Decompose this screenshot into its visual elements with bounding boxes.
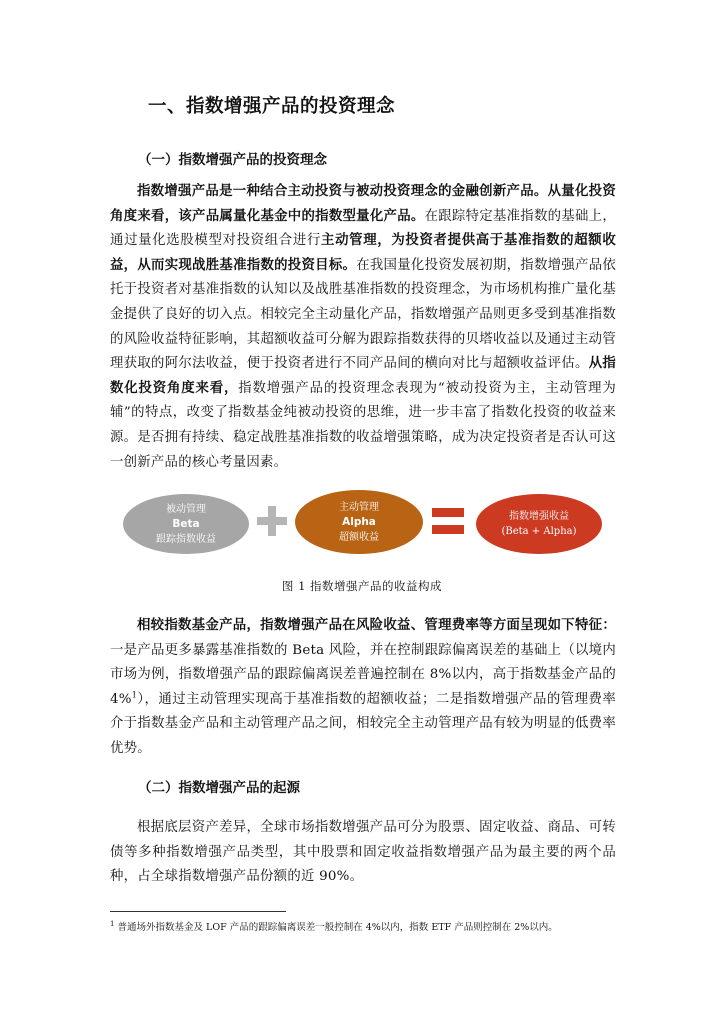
paragraph-investment-philosophy xyxy=(110,180,616,475)
bold-text: 从指数化投资角度来看， xyxy=(110,356,617,396)
bold-text: 指数增强产品是一种结合主动投资与被动投资理念的金融创新产品。从量化投资角度来看，该产品属量化基金中的指数型量化产品。 xyxy=(110,184,616,224)
body-text: ），通过主动管理实现高于基准指数的超额收益；二是指数增强产品的管理费率介于指数基金产品和主动管理产品之间，相较完全主动管理产品有较为明显的低费率优势。 xyxy=(110,691,616,756)
ellipse-label: 跟踪指数收益 xyxy=(156,533,216,545)
ellipse-label: (Beta + Alpha) xyxy=(501,526,577,537)
ellipse-label: 被动管理 xyxy=(166,503,206,515)
page-title: 一、指数增强产品的投资理念 xyxy=(148,96,396,117)
body-text: 一是产品更多暴露基准指数的 Beta 风险，并在控制跟踪偏离误差的基础上（以境内市场为例，指数增强产品的跟踪偏离误差普遍控制在 8%以内，高于指数基金产品的 4% xyxy=(110,642,616,707)
paragraph-product-features xyxy=(110,614,616,762)
ellipse-label: 指数增强收益 xyxy=(509,511,569,522)
ellipse-label: Beta xyxy=(172,517,200,530)
footnote xyxy=(110,917,630,935)
footnote-divider xyxy=(110,911,286,912)
ellipse-label: 超额收益 xyxy=(339,531,379,543)
figure-caption: 图 1 指数增强产品的收益构成 xyxy=(281,579,443,593)
body-text: 指数增强产品的投资理念表现为“被动投资为主，主动管理为辅”的特点，改变了指数基金纯被动投资的思维，进一步丰富了指数化投资的收益来源。是否拥有持续、稳定战胜基准指数的收益增强策略，成为决定投资者是否认可这一创新产品的核心考量因素。 xyxy=(110,380,617,470)
section-heading-2: （二）指数增强产品的起源 xyxy=(138,780,300,796)
alpha-ellipse xyxy=(295,490,423,554)
equals-icon xyxy=(432,508,464,534)
plus-icon xyxy=(257,506,287,536)
bold-text: 相较指数基金产品，指数增强产品在风险收益、管理费率等方面呈现如下特征： xyxy=(137,618,616,633)
section-heading-1: （一）指数增强产品的投资理念 xyxy=(138,152,327,168)
footnote-reference: 1 xyxy=(131,690,138,700)
bold-text: 主动管理，为投资者提供高于基准指数的超额收益，从而实现战胜基准指数的投资目标。 xyxy=(110,233,617,273)
body-text: 在我国量化投资发展初期，指数增强产品依托于投资者对基准指数的认知以及战胜基准指数的投资理念，为市场机构推广量化基金提供了良好的切入点。相较完全主动量化产品，指数增强产品则更多受到基准指数的风险收益特征影响，其超额收益可分解为跟踪指数获得的贝塔收益以及通过主动管理获取的阿尔法收益，便于投资者进行不同产品间的横向对比与超额收益评估。 xyxy=(110,257,617,372)
ellipse-label: Alpha xyxy=(342,515,376,528)
return-composition-figure xyxy=(118,488,618,560)
footnote-mark: 1 xyxy=(110,920,115,928)
footnote-text: 普通场外指数基金及 LOF 产品的跟踪偏离误差一般控制在 4%以内，指数 ETF 产品则控制在 2%以内。 xyxy=(114,922,558,934)
ellipse-label: 主动管理 xyxy=(339,501,379,513)
enhanced-return-ellipse xyxy=(476,494,602,554)
body-text: 在跟踪特定基准指数的基础上，通过量化选股模型对投资组合进行 xyxy=(110,208,616,249)
beta-ellipse xyxy=(123,494,249,554)
paragraph-origin: 根据底层资产差异，全球市场指数增强产品可分为股票、固定收益、商品、可转债等多种指数增强产品类型，其中股票和固定收益指数增强产品为最主要的两个品种，占全球指数增强产品份额的近 90%。 xyxy=(110,820,616,885)
